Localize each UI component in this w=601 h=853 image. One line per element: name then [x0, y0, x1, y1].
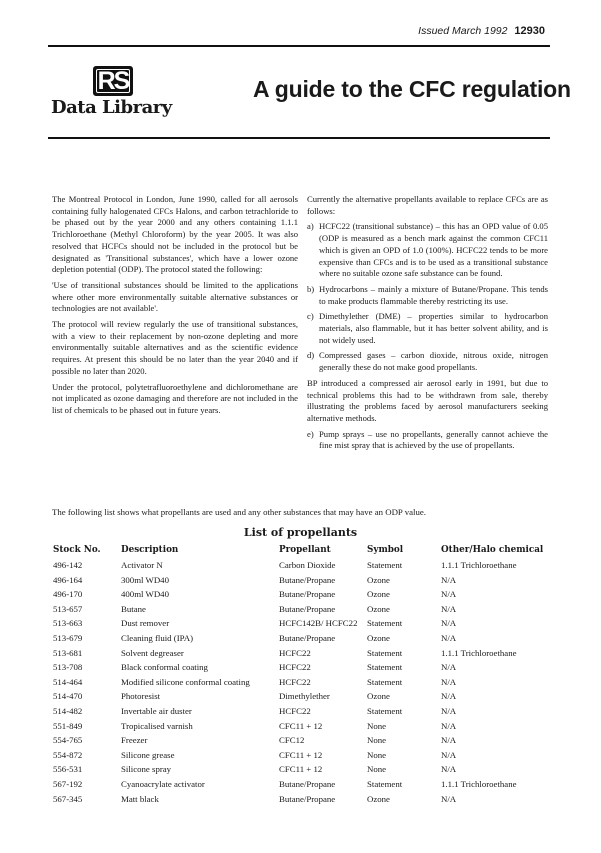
- list-item: b) Hydrocarbons – mainly a mixture of Butane/Propane. This tends to make products flammable thereby restricting its use.: [307, 283, 548, 306]
- document-number: 12930: [514, 25, 545, 37]
- description: 300ml WD40: [121, 574, 169, 585]
- table-row: [50, 794, 561, 809]
- table-row: [50, 779, 561, 794]
- propellant: Butane/Propane: [279, 778, 336, 789]
- propellant: Butane/Propane: [279, 603, 336, 614]
- stock-number: 513-657: [53, 603, 83, 614]
- symbol: Statement: [367, 647, 403, 658]
- description: Invertable air duster: [121, 705, 192, 716]
- description: 400ml WD40: [121, 589, 169, 600]
- propellant: Butane/Propane: [279, 574, 336, 585]
- description: Modified silicone conformal coating: [121, 676, 250, 687]
- propellant: CFC12: [279, 735, 305, 746]
- other-chemical: N/A: [441, 793, 457, 804]
- stock-number: 513-681: [53, 647, 83, 658]
- page-title: A guide to the CFC regulation: [253, 76, 571, 102]
- stock-number: 496-142: [53, 560, 83, 570]
- description: Black conformal coating: [121, 662, 208, 673]
- other-chemical: 1.1.1 Trichloroethane: [441, 560, 517, 570]
- other-chemical: 1.1.1 Trichloroethane: [441, 778, 517, 789]
- left-column: [52, 194, 298, 421]
- stock-number: 514-482: [53, 705, 83, 716]
- stock-number: 513-708: [53, 662, 83, 673]
- table-row: [50, 648, 561, 663]
- symbol: Ozone: [367, 574, 390, 585]
- propellant: HCFC22: [279, 647, 311, 658]
- propellant: Butane/Propane: [279, 793, 336, 804]
- description: Cleaning fluid (IPA): [121, 632, 193, 643]
- other-chemical: N/A: [441, 618, 457, 629]
- alternatives-intro: Currently the alternative propellants available to replace CFCs are as follows:: [307, 194, 548, 216]
- propellant: CFC11 + 12: [279, 720, 323, 731]
- description: Cyanoacrylate activator: [121, 778, 205, 789]
- compressed-air-note: BP introduced a compressed air aerosol early in 1991, but due to technical problems this had to be withdrawn from sale, thereby illustrating the problems faced by aerosol manufacturers seeking alternative methods.: [307, 377, 548, 423]
- top-rule: [48, 45, 550, 47]
- column-header: Other/Halo chemical: [441, 544, 544, 555]
- logo-text: Data Library: [51, 97, 172, 118]
- symbol: Statement: [367, 778, 403, 789]
- column-header: Stock No.: [53, 544, 101, 555]
- other-chemical: N/A: [441, 735, 457, 746]
- other-chemical: N/A: [441, 589, 457, 600]
- description: Silicone grease: [121, 749, 175, 760]
- other-chemical: N/A: [441, 720, 457, 731]
- rs-logo-icon: RS: [93, 66, 133, 96]
- description: Butane: [121, 603, 146, 614]
- stock-number: 554-872: [53, 749, 83, 760]
- stock-number: 496-170: [53, 589, 83, 600]
- other-chemical: N/A: [441, 603, 457, 614]
- symbol: Statement: [367, 676, 403, 687]
- header-bottom-rule: [48, 137, 550, 139]
- table-row: [50, 633, 561, 648]
- other-chemical: N/A: [441, 705, 457, 716]
- stock-number: 496-164: [53, 574, 83, 585]
- table-row: [50, 706, 561, 721]
- column-header: Propellant: [279, 544, 331, 555]
- list-intro: The following list shows what propellants are used and any other substances that may have an ODP value.: [52, 507, 426, 517]
- right-column: [307, 194, 548, 456]
- other-chemical: N/A: [441, 632, 457, 643]
- symbol: Ozone: [367, 691, 390, 702]
- symbol: Statement: [367, 705, 403, 716]
- description: Freezer: [121, 735, 148, 746]
- propellant: CFC11 + 12: [279, 764, 323, 775]
- list-title: List of propellants: [243, 526, 358, 539]
- column-header: Symbol: [367, 544, 404, 555]
- description: Matt black: [121, 793, 159, 804]
- column-header: Description: [121, 544, 179, 555]
- table-row: [50, 750, 561, 765]
- stock-number: 556-531: [53, 764, 83, 775]
- propellants-table: [50, 544, 561, 808]
- table-row: [50, 735, 561, 750]
- table-row: [50, 618, 561, 633]
- symbol: None: [367, 764, 387, 775]
- issue-info: [418, 25, 545, 37]
- table-row: [50, 575, 561, 590]
- stock-number: 514-470: [53, 691, 83, 702]
- description: Tropicalised varnish: [121, 720, 193, 731]
- symbol: Ozone: [367, 589, 390, 600]
- stock-number: 567-345: [53, 793, 83, 804]
- other-chemical: N/A: [441, 676, 457, 687]
- propellant: HCFC22: [279, 676, 311, 687]
- stock-number: 567-192: [53, 778, 83, 789]
- other-chemical: N/A: [441, 764, 457, 775]
- propellant: Dimethylether: [279, 691, 330, 702]
- stock-number: 514-464: [53, 676, 83, 687]
- table-row: [50, 589, 561, 604]
- paragraph: The protocol will review regularly the use of transitional substances, with a view to their replacement by non-ozone depleting and more environmentally suitable alternatives and as the scientific evidence requires. At present this should be no later than the year 2040 and if possible no later than 2020.: [52, 319, 298, 376]
- symbol: Ozone: [367, 793, 390, 804]
- table-row: [50, 721, 561, 736]
- paragraph: The Montreal Protocol in London, June 1990, called for all aerosols containing fully halogenated CFCs Halons, and carbon tetrachloride to be phased out by the year 2000 and any others containing 1.1.1 Trichloroethane (Methyl Chloroform) by the year 2005. It was also resolved that HCFCs should not be included in the protocol but be designated as 'Transitional substances', which have a lower ozone depletion potential (ODP). The protocol stated the following:: [52, 194, 298, 275]
- other-chemical: N/A: [441, 662, 457, 673]
- table-row: [50, 677, 561, 692]
- propellant: Butane/Propane: [279, 589, 336, 600]
- list-item: e) Pump sprays – use no propellants, generally cannot achieve the fine mist spray that is achieved by the use of propellants.: [307, 428, 548, 451]
- description: Silicone spray: [121, 764, 172, 775]
- list-item: c) Dimethylether (DME) – properties similar to hydrocarbon materials, also flammable, but it has better solvent ability, and is not widely used.: [307, 311, 548, 345]
- description: Photoresist: [121, 691, 161, 702]
- table-row: [50, 691, 561, 706]
- propellant: CFC11 + 12: [279, 749, 323, 760]
- paragraph: Under the protocol, polytetrafluoroethylene and dichloromethane are not implicated as ozone damaging and therefore are not included in the list of chemicals to be phased out in future years.: [52, 381, 298, 415]
- other-chemical: N/A: [441, 574, 457, 585]
- table-row: [50, 662, 561, 677]
- table-row: [50, 560, 561, 575]
- symbol: Ozone: [367, 632, 390, 643]
- symbol: Ozone: [367, 603, 390, 614]
- other-chemical: 1.1.1 Trichloroethane: [441, 647, 517, 658]
- symbol: None: [367, 735, 387, 746]
- symbol: Statement: [367, 560, 403, 570]
- stock-number: 513-679: [53, 632, 83, 643]
- stock-number: 551-849: [53, 720, 83, 731]
- propellant: Carbon Dioxide: [279, 560, 336, 570]
- table-row: [50, 764, 561, 779]
- list-item: a) HCFC22 (transitional substance) – this has an OPD value of 0.05 (ODP is measured as a bench mark against the common CFC11 which is given an OPD of 1.0 (100%). HCFC22 tends to be more expensive than CFCs and is to be used as a transitional substance where no suitable ozone safe substance can be found.: [307, 221, 548, 279]
- paragraph: 'Use of transitional substances should be limited to the applications where other more environmentally suitable alternative substances or technologies are not available'.: [52, 279, 298, 314]
- other-chemical: N/A: [441, 749, 457, 760]
- symbol: None: [367, 749, 387, 760]
- other-chemical: N/A: [441, 691, 457, 702]
- propellant: Butane/Propane: [279, 632, 336, 643]
- propellant: HCFC142B/ HCFC22: [279, 618, 358, 629]
- propellant: HCFC22: [279, 705, 311, 716]
- propellant: HCFC22: [279, 662, 311, 673]
- symbol: None: [367, 720, 387, 731]
- list-item: d) Compressed gases – carbon dioxide, nitrous oxide, nitrogen generally these do not make good propellants.: [307, 350, 548, 373]
- symbol: Statement: [367, 618, 403, 629]
- stock-number: 554-765: [53, 735, 83, 746]
- table-row: [50, 604, 561, 619]
- symbol: Statement: [367, 662, 403, 673]
- issue-date: Issued March 1992: [418, 25, 508, 37]
- description: Dust remover: [121, 618, 170, 629]
- description: Solvent degreaser: [121, 647, 184, 658]
- description: Activator N: [121, 560, 163, 570]
- table-header-row: [50, 544, 561, 560]
- stock-number: 513-663: [53, 618, 83, 629]
